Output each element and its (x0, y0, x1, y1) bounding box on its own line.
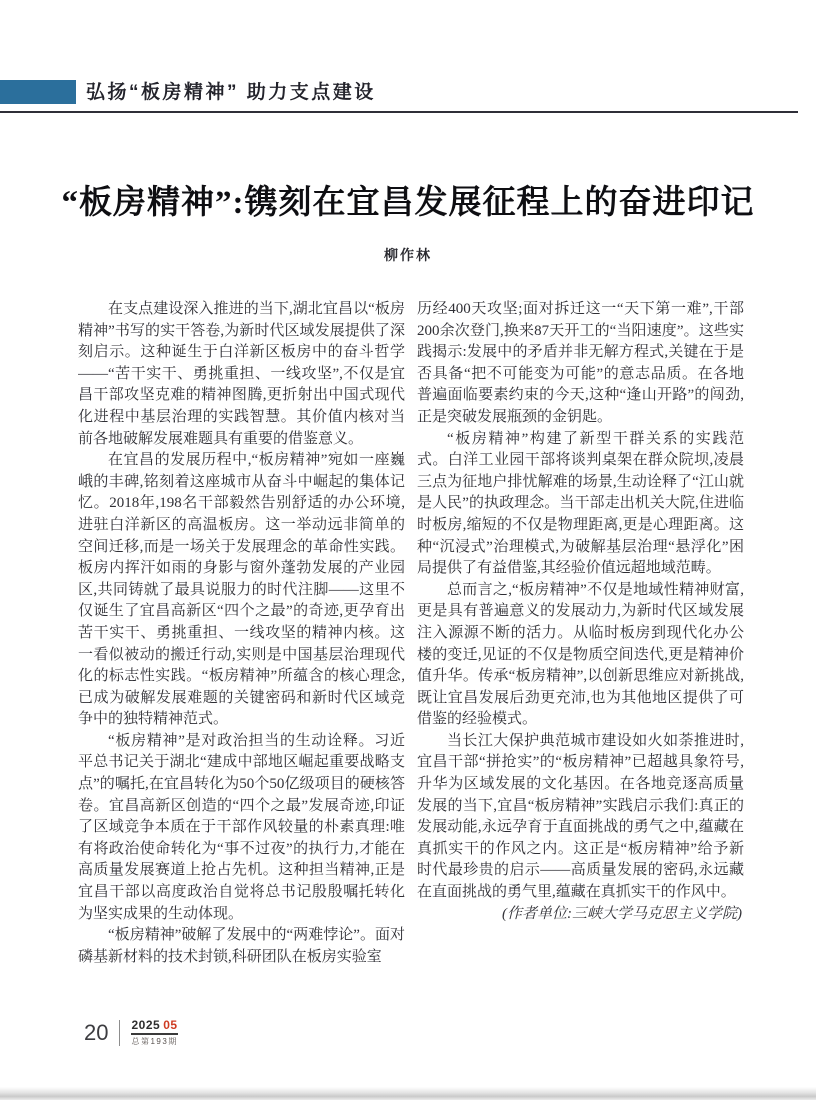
paragraph: 在支点建设深入推进的当下,湖北宜昌以“板房精神”书写的实干答卷,为新时代区域发展提供了深刻启示。这种诞生于白洋新区板房中的奋斗哲学——“苦干实干、勇挑重担、一线攻坚”,不仅是宜昌干部攻坚克难的精神图腾,更折射出中国式现代化进程中基层治理的实践智慧。其价值内核对当前各地破解发展难题具有重要的借鉴意义。 (78, 301, 405, 447)
header-accent-block (0, 80, 76, 104)
author-affiliation: (作者单位:三峡大学马克思主义学院) (502, 905, 742, 922)
column-right (417, 299, 744, 1009)
issue-number: 05 (163, 1018, 178, 1032)
header-banner-text: 弘扬“板房精神” 助力支点建设 (86, 82, 376, 103)
paragraph: “板房精神”是对政治担当的生动诠释。习近平总书记关于湖北“建成中部地区崛起重要战略支点”的嘱托,在宜昌转化为50个50亿级项目的硬核答卷。宜昌高新区创造的“四个之最”发展奇迹,印证了区域竞争本质在于干部作风较量的朴素真理:唯有将政治使命转化为“事不过夜”的执行力,才能在高质量发展赛道上抢占先机。这种担当精神,正是宜昌干部以高度政治自觉将总书记殷殷嘱托转化为坚实成果的生动体现。 (78, 732, 405, 922)
article-columns (78, 299, 744, 1009)
page-number: 20 (84, 1019, 109, 1045)
issue-date-block (131, 1019, 177, 1046)
article-title: “板房精神”:镌刻在宜昌发展征程上的奋进印记 (61, 185, 755, 221)
issue-total: 总第193期 (131, 1037, 178, 1046)
issue-top-line (131, 1019, 177, 1035)
page-footer (84, 1019, 178, 1046)
paragraph: “板房精神”构建了新型干群关系的实践范式。白洋工业园干部将谈判桌架在群众院坝,凌晨三点为征地户排忧解难的场景,生动诠释了“江山就是人民”的执政理念。当干部走出机关大院,住进临时板房,缩短的不仅是物理距离,更是心理距离。这种“沉浸式”治理模式,为破解基层治理“悬浮化”困局提供了有益借鉴,其经验价值远超地域范畴。 (417, 430, 744, 577)
paragraph: 历经400天攻坚;面对拆迁这一“天下第一难”,干部200余次登门,换来87天开工的“当阳速度”。这些实践揭示:发展中的矛盾并非无解方程式,关键在于是否具备“把不可能变为可能”的意志品质。在各地普遍面临要素约束的今天,这种“逢山开路”的闯劲,正是突破发展瓶颈的金钥匙。 (417, 301, 744, 425)
paragraph: “板房精神”破解了发展中的“两难悖论”。面对磷基新材料的技术封锁,科研团队在板房实验室 (78, 927, 405, 965)
header-rule (0, 111, 798, 113)
bottom-page-shadow (0, 1087, 816, 1100)
footer-divider (119, 1020, 120, 1046)
paragraph: 在宜昌的发展历程中,“板房精神”宛如一座巍峨的丰碑,铭刻着这座城市从奋斗中崛起的集体记忆。2018年,198名干部毅然告别舒适的办公环境,进驻白洋新区的高温板房。这一举动远非简单的空间迁移,而是一场关于发展理念的革命性实践。板房内挥汗如雨的身影与窗外蓬勃发展的产业园区,共同铸就了最具说服力的时代注脚——这里不仅诞生了宜昌高新区“四个之最”的奇迹,更孕育出苦干实干、勇挑重担、一线攻坚的精神内核。这一看似被动的搬迁行动,实则是中国基层治理现代化的标志性实践。“板房精神”所蕴含的核心理念,已成为破解发展难题的关键密码和新时代区域竞争中的独特精神范式。 (78, 452, 405, 728)
issue-year: 2025 (131, 1018, 161, 1032)
paragraph: 总而言之,“板房精神”不仅是地域性精神财富,更是具有普遍意义的发展动力,为新时代区域发展注入源源不断的活力。从临时板房到现代化办公楼的变迁,见证的不仅是物质空间迭代,更是精神价值升华。传承“板房精神”,以创新思维应对新挑战,既让宜昌发展后劲更充沛,也为其他地区提供了可借鉴的经验模式。 (417, 581, 744, 728)
paragraph: 当长江大保护典范城市建设如火如荼推进时,宜昌干部“拼抢实”的“板房精神”已超越具象符号,升华为区域发展的文化基因。在各地竞逐高质量发展的当下,宜昌“板房精神”实践启示我们:真正的发展动能,永远孕育于直面挑战的勇气之中,蕴藏在真抓实干的作风之内。这正是“板房精神”给予新时代最珍贵的启示——高质量发展的密码,永远藏在直面挑战的勇气里,蕴藏在真抓实干的作风中。 (417, 732, 744, 901)
author-name: 柳作林 (384, 247, 432, 263)
column-left (78, 299, 405, 1009)
